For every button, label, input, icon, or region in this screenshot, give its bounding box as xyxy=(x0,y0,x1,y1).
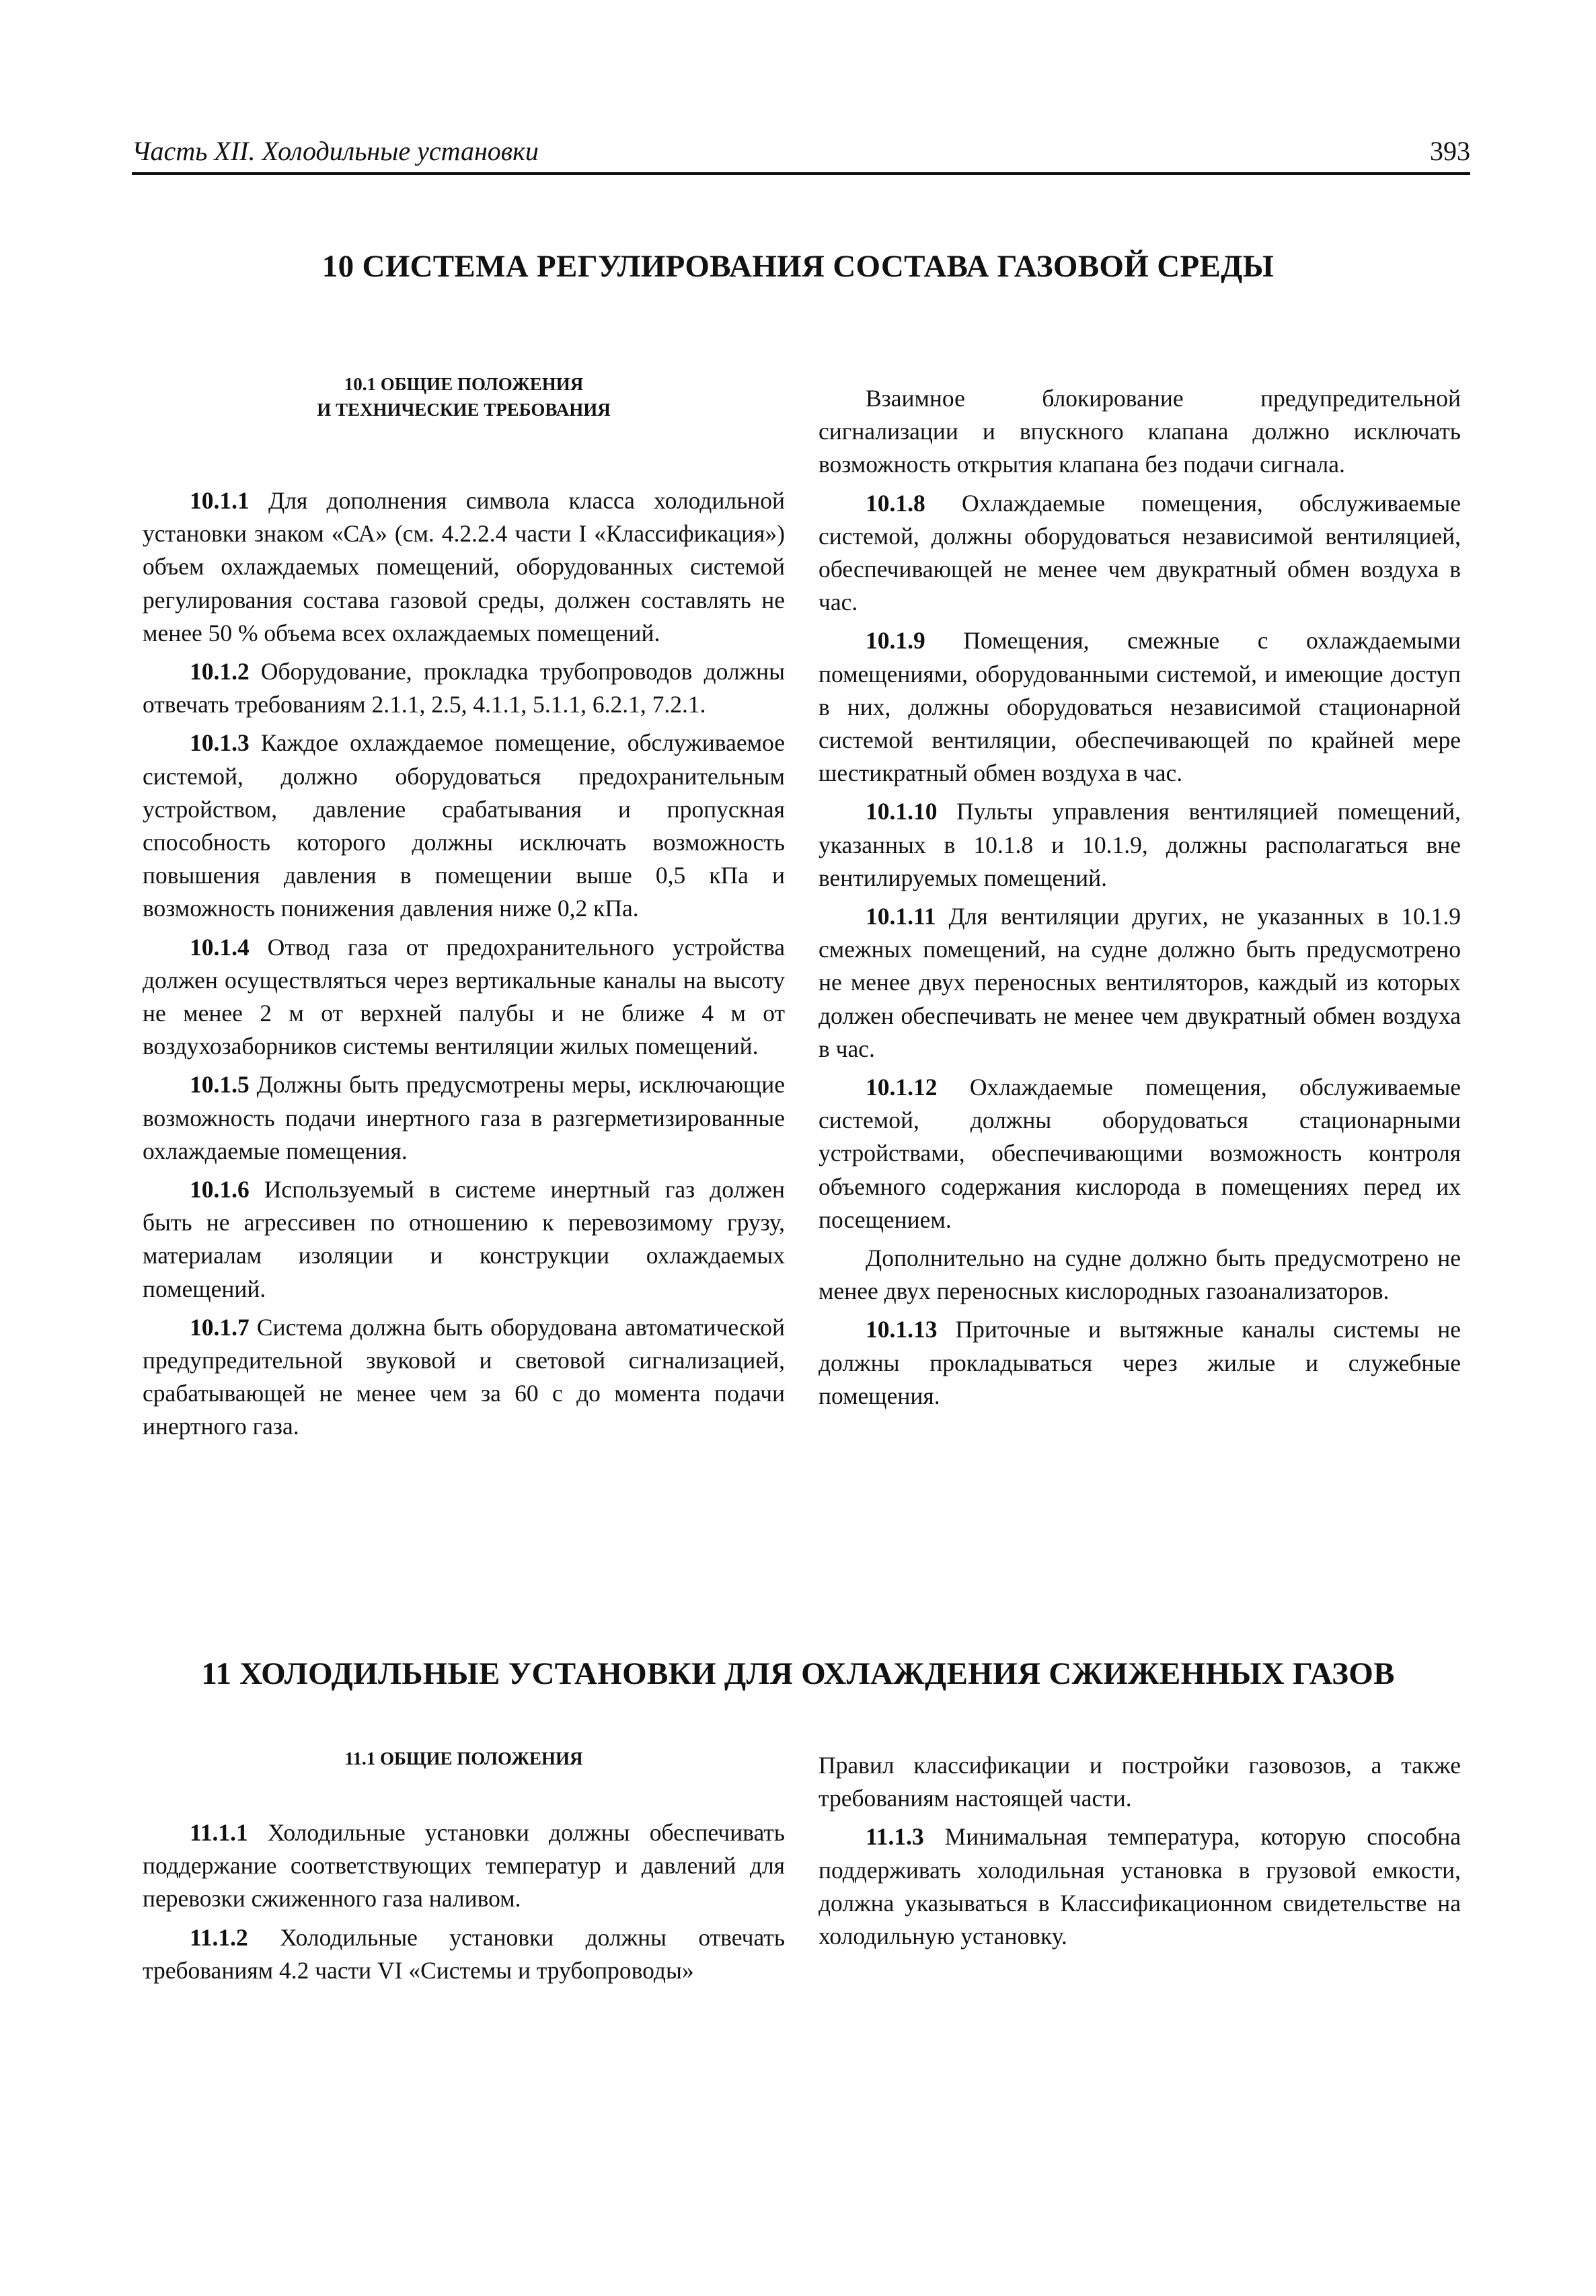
clause-text: Холодильные установки должны обеспечивать поддержание соответствующих температур и давлений для перевозки сжиженного газа наливом. xyxy=(143,1819,785,1913)
clause-text: Охлаждаемые помещения, обслуживаемые системой, должны оборудоваться независимой вентиляцией, обеспечивающей не менее чем двукратный обмен воздуха в час. xyxy=(819,489,1461,616)
clause-paragraph xyxy=(819,795,1461,895)
clause-number: 11.1.3 xyxy=(866,1823,924,1851)
chapter-10-right-column xyxy=(819,382,1461,1418)
continuation-paragraph: Правил классификации и постройки газовозов, а также требованиям настоящей части. xyxy=(819,1752,1461,1812)
clause-text: Дополнительно на судне должно быть предусмотрено не менее двух переносных кислородных газоанализаторов. xyxy=(819,1245,1461,1305)
clause-number: 11.1.1 xyxy=(190,1819,248,1846)
clause-text: Охлаждаемые помещения, обслуживаемые системой, должны оборудоваться стационарными устройствами, обеспечивающими возможность контроля объемного содержания кислорода в помещениях перед их посещением. xyxy=(819,1074,1461,1233)
clause-paragraph xyxy=(819,624,1461,790)
section-heading-line: И ТЕХНИЧЕСКИЕ ТРЕБОВАНИЯ xyxy=(317,400,611,420)
clause-paragraph xyxy=(143,1921,785,1987)
clause-number: 10.1.11 xyxy=(866,903,936,930)
clause-paragraph xyxy=(143,1068,785,1168)
chapter-10-title: 10 СИСТЕМА РЕГУЛИРОВАНИЯ СОСТАВА ГАЗОВОЙ СРЕДЫ xyxy=(321,249,1275,284)
clause-text: Используемый в системе инертный газ должен быть не агрессивен по отношению к перевозимому грузу, материалам изоляции и конструкции охлаждаемых помещений. xyxy=(143,1176,786,1302)
clause-number: 10.1.6 xyxy=(190,1176,250,1203)
clause-number: 10.1.13 xyxy=(866,1316,938,1343)
clause-number: 10.1.3 xyxy=(190,729,250,757)
clause-paragraph xyxy=(819,487,1461,620)
clause-text: Для дополнения символа класса холодильной установки знаком «СА» (см. 4.2.2.4 части I «Классификация») объем охлаждаемых помещений, оборудованных системой регулирования состава газовой среды, должен составлять не менее 50 % объема всех охлаждаемых помещений. xyxy=(143,487,786,646)
clause-text: Отвод газа от предохранительного устройства должен осуществляться через вертикальные каналы на высоту не менее 2 м от верхней палубы и не ближе 4 м от воздухозаборников системы вентиляции жилых помещений. xyxy=(143,933,785,1060)
clause-paragraph xyxy=(819,1242,1461,1308)
page-number: 393 xyxy=(1430,136,1470,166)
clause-paragraph xyxy=(819,900,1461,1066)
chapter-11-title: 11 ХОЛОДИЛЬНЫЕ УСТАНОВКИ ДЛЯ ОХЛАЖДЕНИЯ СЖИЖЕННЫХ ГАЗОВ xyxy=(201,1656,1395,1691)
clause-text: Оборудование, прокладка трубопроводов должны отвечать требованиям 2.1.1, 2.5, 4.1.1, 5.1.1, 6.2.1, 7.2.1. xyxy=(143,658,785,718)
clause-number: 10.1.10 xyxy=(866,798,938,825)
clause-number: 10.1.5 xyxy=(190,1071,250,1099)
running-header xyxy=(132,132,1470,175)
clause-paragraph xyxy=(143,1173,785,1306)
clause-paragraph xyxy=(143,931,785,1064)
clause-text: Помещения, смежные с охлаждаемыми помещениями, оборудованными системой, и имеющие доступ в них, должны оборудоваться независимой стационарной системой вентиляции, обеспечивающей по крайней мере шестикратный обмен воздуха в час. xyxy=(819,627,1461,787)
clause-text: Должны быть предусмотрены меры, исключающие возможность подачи инертного газа в разгерметизированные охлаждаемые помещения. xyxy=(143,1071,786,1164)
clause-paragraph xyxy=(819,1820,1461,1953)
clause-number: 10.1.8 xyxy=(866,489,925,517)
clause-text: Приточные и вытяжные каналы системы не должны прокладываться через жилые и служебные помещения. xyxy=(819,1316,1461,1409)
section-heading-line: 10.1 ОБЩИЕ ПОЛОЖЕНИЯ xyxy=(344,374,584,394)
clause-paragraph xyxy=(143,727,785,925)
clause-number: 11.1.2 xyxy=(190,1923,248,1951)
continuation-paragraph: Взаимное блокирование предупредительной сигнализации и впускного клапана должно исключать возможность открытия клапана без подачи сигнала. xyxy=(819,385,1461,478)
chapter-11-left-column xyxy=(143,1816,785,1993)
clause-number: 10.1.2 xyxy=(190,658,250,686)
clause-paragraph xyxy=(143,1816,785,1916)
clause-text: Пульты управления вентиляцией помещений, указанных в 10.1.8 и 10.1.9, должны располагаться вне вентилируемых помещений. xyxy=(819,798,1461,891)
clause-paragraph xyxy=(143,1311,785,1444)
chapter-11-right-column xyxy=(819,1749,1461,1958)
running-title: Часть XII. Холодильные установки xyxy=(132,136,539,166)
clause-number: 10.1.9 xyxy=(866,627,925,655)
clause-number: 10.1.7 xyxy=(190,1313,250,1341)
chapter-10-left-column xyxy=(143,484,785,1449)
section-11-1-heading: 11.1 ОБЩИЕ ПОЛОЖЕНИЯ xyxy=(344,1748,583,1769)
clause-text: Минимальная температура, которую способна поддерживать холодильная установка в грузовой емкости, должна указываться в Классификационном свидетельстве на холодильную установку. xyxy=(819,1823,1461,1950)
clause-text: Для вентиляции других, не указанных в 10.1.9 смежных помещений, на судне должно быть предусмотрено не менее двух переносных вентиляторов, каждый из которых должен обеспечивать не менее чем двукратный обмен воздуха в час. xyxy=(819,903,1461,1062)
clause-paragraph xyxy=(143,484,785,650)
clause-paragraph xyxy=(819,1313,1461,1413)
clause-text: Система должна быть оборудована автоматической предупредительной звуковой и световой сигнализацией, срабатывающей не менее чем за 60 с до момента подачи инертного газа. xyxy=(143,1313,785,1440)
clause-number: 10.1.1 xyxy=(190,487,250,514)
clause-number: 10.1.4 xyxy=(190,933,250,961)
section-10-1-heading xyxy=(143,371,785,422)
clause-paragraph xyxy=(819,1071,1461,1236)
clause-paragraph xyxy=(143,655,785,721)
clause-number: 10.1.12 xyxy=(866,1074,938,1101)
clause-text: Каждое охлаждаемое помещение, обслуживаемое системой, должно оборудоваться предохранительным устройством, давление срабатывания и пропускная способность которого должны исключать возможность повышения давления в помещении выше 0,5 кПа и возможность понижения давления ниже 0,2 кПа. xyxy=(143,729,785,922)
clause-text: Холодильные установки должны отвечать требованиям 4.2 части VI «Системы и трубопроводы» xyxy=(143,1923,786,1984)
